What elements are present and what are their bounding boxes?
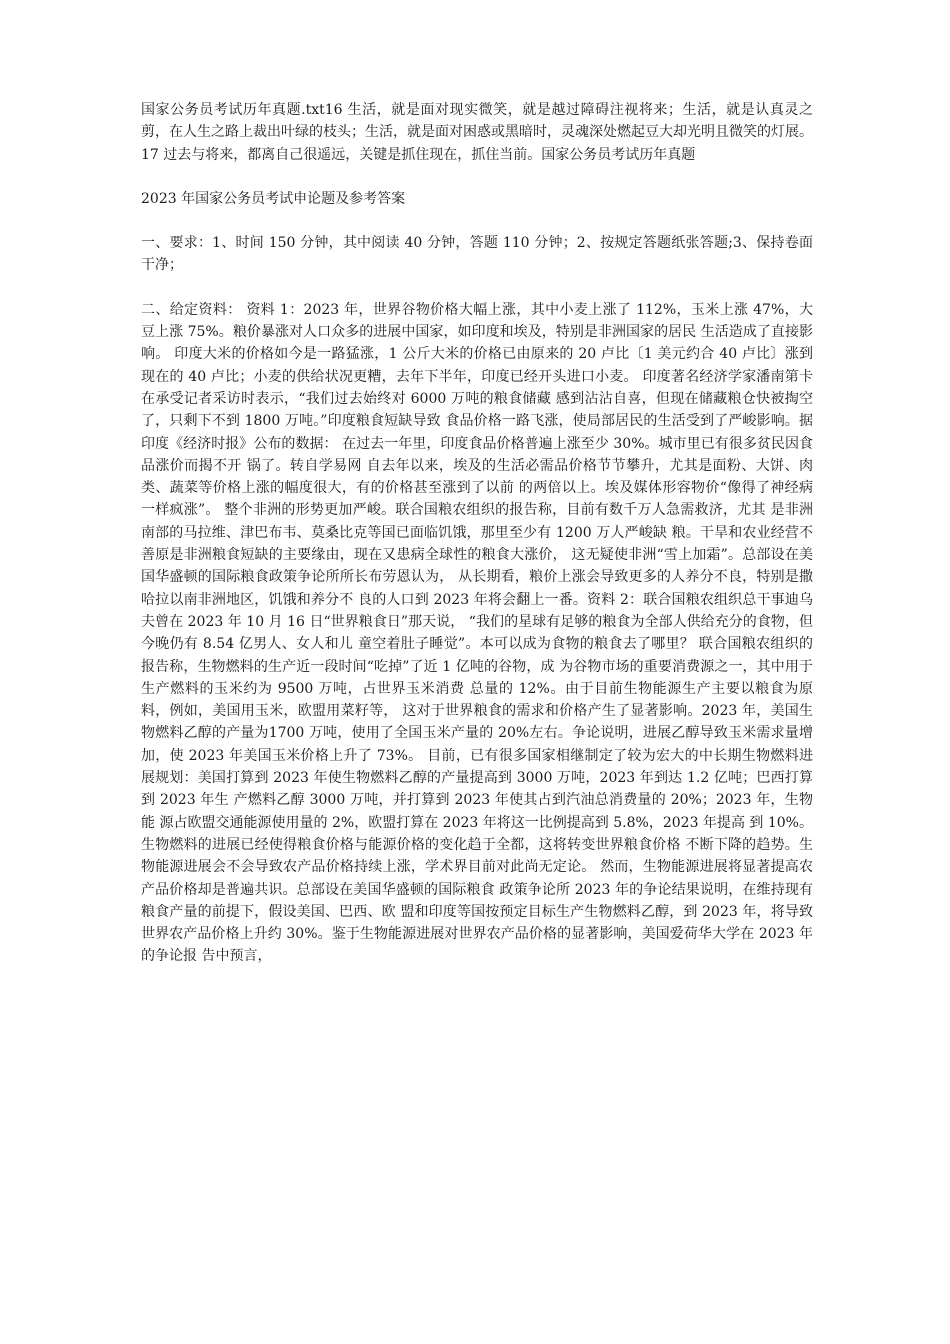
materials-paragraph: 二、给定资料： 资料 1：2023 年，世界谷物价格大幅上涨，其中小麦上涨了 112%，玉米上涨 47%，大 豆上涨 75%。粮价暴涨对人口众多的进展中国家，如印度和埃及，特别是非洲国家的居民 生活造成了直接影响。 印度大米的价格如今是一路猛涨，1 公斤大米的价格已由原来的 20 卢比〔1 美元约合 40 卢比〕涨到现在的 40 卢比；小麦的供给状况更糟，去年下半年，印度已经开头进口小麦。 印度著名经济学家潘南第卡在承受记者采访时表示，“我们过去始终对 6000 万吨的粮食储藏 感到沾沾自喜，但现在储藏粮仓快被掏空了，只剩下不到 1800 万吨。”印度粮食短缺导致 食品价格一路飞涨，使局部居民的生活受到了严峻影响。据印度《经济时报》公布的数据： 在过去一年里，印度食品价格普遍上涨至少 30%。城市里已有很多贫民因食品涨价而揭不开 锅了。转自学易网 自去年以来，埃及的生活必需品价格节节攀升，尤其是面粉、大饼、肉类、蔬菜等价格上涨的幅度很大，有的价格甚至涨到了以前 的两倍以上。埃及媒体形容物价“像得了神经病 一样疯涨”。 整个非洲的形势更加严峻。联合国粮农组织的报告称，目前有数千万人急需救济，尤其 是非洲南部的马拉维、津巴布韦、莫桑比克等国已面临饥饿，那里至少有 1200 万人严峻缺 粮。干旱和农业经营不善原是非洲粮食短缺的主要缘由，现在又患病全球性的粮食大涨价， 这无疑使非洲“雪上加霜”。总部设在美国华盛顿的国际粮食政策争论所所长布劳恩认为， 从长期看，粮价上涨会导致更多的人养分不良，特别是撒哈拉以南非洲地区，饥饿和养分不 良的人口到 2023 年将会翻上一番。资料 2：联合国粮农组织总干事迪乌夫曾在 2023 年 10 月 16 日“世界粮食日”那天说， “我们的星球有足够的粮食为全部人供给充分的食物，但今晚仍有 8.54 亿男人、女人和儿 童空着肚子睡觉”。本可以成为食物的粮食去了哪里？ 联合国粮农组织的报告称，生物燃料的生产近一段时间“吃掉”了近 1 亿吨的谷物，成 为谷物市场的重要消费源之一，其中用于生产燃料的玉米约为 9500 万吨，占世界玉米消费 总量的 12%。由于目前生物能源生产主要以粮食为原料，例如，美国用玉米，欧盟用菜籽等， 这对于世界粮食的需求和价格产生了显著影响。2023 年，美国生物燃料乙醇的产量为1700 万吨，使用了全国玉米产量的 20%左右。争论说明，进展乙醇导致玉米需求量增加，使 2023 年美国玉米价格上升了 73%。 目前，已有很多国家相继制定了较为宏大的中长期生物燃料进展规划：美国打算到 2023 年使生物燃料乙醇的产量提高到 3000 万吨，2023 年到达 1.2 亿吨；巴西打算到 2023 年生 产燃料乙醇 3000 万吨，并打算到 2023 年使其占到汽油总消费量的 20%；2023 年，生物能 源占欧盟交通能源使用量的 2%，欧盟打算在 2023 年将这一比例提高到 5.8%，2023 年提高 到 10%。 生物燃料的进展已经使得粮食价格与能源价格的变化趋于全都，这将转变世界粮食价格 不断下降的趋势。生物能源进展会不会导致农产品价格持续上涨，学术界目前对此尚无定论。 然而，生物能源进展将显著提高农产品价格却是普遍共识。总部设在美国华盛顿的国际粮食 政策争论所 2023 年的争论结果说明，在维持现有粮食产量的前提下，假设美国、巴西、欧 盟和印度等国按预定目标生产生物燃料乙醇，到 2023 年，将导致世界农产品价格上升约 30%。鉴于生物能源进展对世界农产品价格的显著影响，美国爱荷华大学在 2023 年的争论报 告中预言， xyxy=(141,301,813,965)
intro-paragraph: 国家公务员考试历年真题.txt16 生活，就是面对现实微笑，就是越过障碍注视将来；生活，就是认真灵之剪，在人生之路上裁出叶绿的枝头；生活，就是面对困惑或黑暗时，灵魂深处燃起豆大却光明且微笑的灯展。17 过去与将来，都离自己很遥远，关键是抓住现在，抓住当前。国家公务员考试历年真题 xyxy=(141,102,813,163)
requirements-paragraph: 一、要求：1、时间 150 分钟，其中阅读 40 分钟，答题 110 分钟；2、按规定答题纸张答题;3、保持卷面干净； xyxy=(141,235,813,274)
exam-title: 2023 年国家公务员考试申论题及参考答案 xyxy=(141,190,406,207)
document-page xyxy=(141,99,813,990)
